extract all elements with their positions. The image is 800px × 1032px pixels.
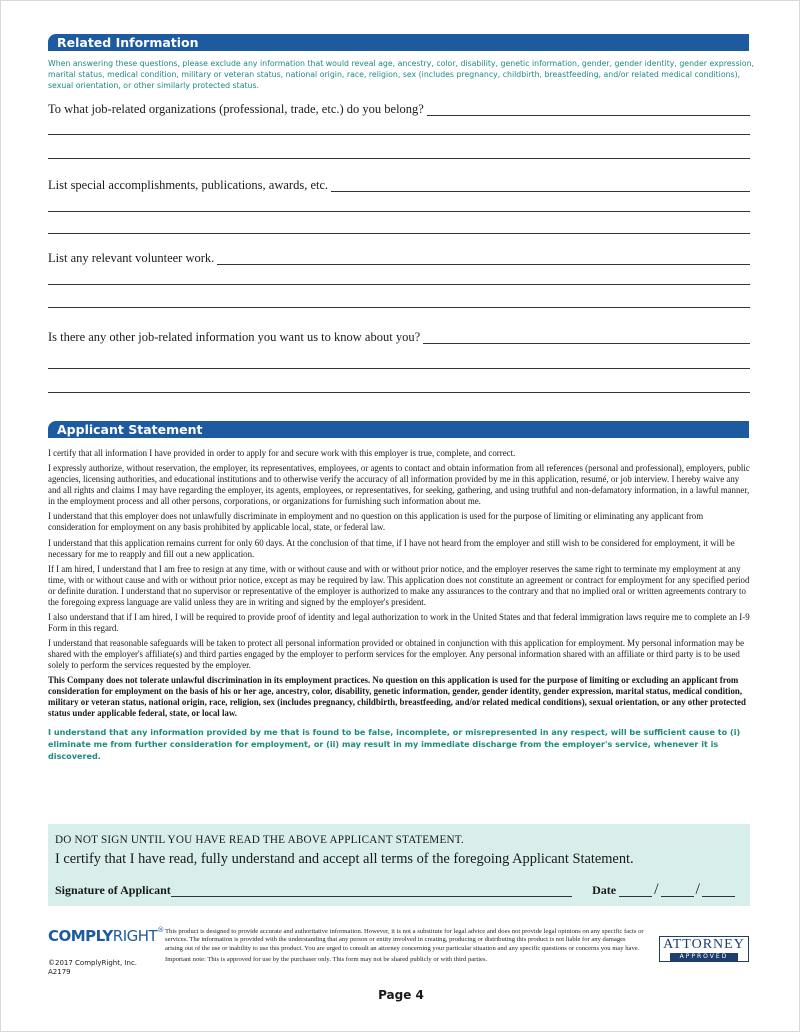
signature-box bbox=[48, 824, 750, 906]
form-code: A2179 bbox=[48, 968, 71, 976]
answer-line[interactable] bbox=[331, 180, 750, 192]
question-volunteer-work bbox=[48, 251, 750, 265]
answer-line[interactable] bbox=[48, 392, 750, 393]
answer-line[interactable] bbox=[48, 284, 750, 285]
important-note: Important note: This is approved for use by the purchaser only. This form may not be shared publicly or with third parties. bbox=[165, 956, 488, 964]
date-year-field[interactable] bbox=[702, 886, 735, 897]
applicant-statement-header: Applicant Statement bbox=[48, 421, 749, 438]
non-discrimination-paragraph: This Company does not tolerate unlawful discrimination in its employment practices. No question on this application is used for the purpose of limiting or excluding an applicant from consideration for employment on the basis of his or her age, ancestry, color, disability, genetic information, gender, gender identity, gender expression, marital status, medical condition, military or veteran status, national origin, race, religion, sex (includes pregnancy, childbirth, breastfeeding, and/or related medical conditions), sexual orientation, or any other protected status under applicable federal, state, or local law. bbox=[48, 675, 746, 719]
related-information-header: Related Information bbox=[48, 34, 749, 51]
question-organizations bbox=[48, 102, 750, 116]
signature-field[interactable] bbox=[171, 886, 572, 897]
answer-line[interactable] bbox=[48, 134, 750, 135]
question-label: List any relevant volunteer work. bbox=[48, 251, 215, 265]
related-information-notice: When answering these questions, please exclude any information that would reveal age, ancestry, color, disability, genetic information, gender, gender identity, gender expression, marital status, medical condition, military or veteran status, national origin, race, religion, sex (includes pregnancy, childbirth, breastfeeding, and/or related medical conditions), sexual orientation, or other similarly protected status. bbox=[48, 59, 755, 90]
statement-paragraph: I understand that this application remains current for only 60 days. At the conclusion of that time, if I have not heard from the employer and still wish to be considered for employment, it will be necessary for me to reapply and fill out a new application. bbox=[48, 537, 735, 559]
date-field[interactable] bbox=[619, 883, 735, 897]
falsification-paragraph: I understand that any information provided by me that is found to be false, incomplete, or misrepresented in any respect, will be sufficient cause to (i) eliminate me from further consideration for employment, or (ii) may result in my immediate discharge from the employer's service, whenever it is discovered. bbox=[48, 727, 741, 761]
applicant-statement-body bbox=[48, 448, 753, 766]
statement-paragraph: I also understand that if I am hired, I will be required to provide proof of identity and legal authorization to work in the United States and that federal immigration laws require me to complete an I-9 Form in this regard. bbox=[48, 611, 750, 633]
answer-line[interactable] bbox=[217, 253, 750, 265]
complyright-logo bbox=[48, 926, 164, 945]
signature-row bbox=[55, 883, 735, 897]
date-separator: / bbox=[695, 881, 700, 898]
badge-top-text: ATTORNEY bbox=[663, 937, 745, 952]
question-other-info bbox=[48, 330, 750, 344]
statement-paragraph: I expressly authorize, without reservation, the employer, its representatives, employees, or agents to contact and obtain information from all references (personal and professional), employers, public agencies, licensing authorities, and educational institutions and to otherwise verify the accuracy of all information provided by me in this application, resumé, or job interview. I hereby waive any and all rights and claims I may have regarding the employer, its agents, employees, or representatives, for seeking, gathering, and using truthful and non-defamatory information, in a lawful manner, in the employment process and all other persons, corporations, or organizations for furnishing such information about me. bbox=[48, 463, 750, 507]
copyright: ©2017 ComplyRight, Inc. bbox=[48, 959, 138, 967]
question-accomplishments bbox=[48, 178, 750, 192]
certify-statement: I certify that I have read, fully understand and accept all terms of the foregoing Applicant Statement. bbox=[55, 851, 634, 867]
badge-bottom-text: APPROVED bbox=[670, 953, 738, 961]
answer-line[interactable] bbox=[48, 307, 750, 308]
statement-paragraph: I understand that this employer does not unlawfully discriminate in employment and no question on this application is used for the purpose of limiting or eliminating any applicant from consideration for employment on any basis prohibited by applicable local, state, or federal law. bbox=[48, 511, 704, 533]
date-separator: / bbox=[654, 881, 659, 898]
legal-disclaimer bbox=[165, 928, 645, 965]
sign-warning: DO NOT SIGN UNTIL YOU HAVE READ THE ABOVE APPLICANT STATEMENT. bbox=[55, 834, 464, 846]
date-day-field[interactable] bbox=[661, 886, 694, 897]
statement-paragraph: I certify that all information I have provided in order to apply for and secure work with this employer is true, complete, and correct. bbox=[48, 448, 516, 458]
statement-paragraph: If I am hired, I understand that I am free to resign at any time, with or without cause and with or without prior notice, and the employer reserves the same right to terminate my employment at any time, with or without cause and with or without prior notice, except as may be required by law. This application does not constitute an agreement or contract for employment for any specified period or definite duration. I understand that no supervisor or representative of the employer is authorized to make any assurances to the contrary and that no implied oral or written agreements contrary to the foregoing express language are valid unless they are in writing and signed by the employer's president. bbox=[48, 563, 750, 607]
answer-line[interactable] bbox=[48, 233, 750, 234]
attorney-approved-badge bbox=[659, 936, 749, 962]
answer-line[interactable] bbox=[48, 211, 750, 212]
logo-comply: COMPLY bbox=[48, 927, 113, 945]
statement-paragraph: I understand that reasonable safeguards will be taken to protect all personal information provided or obtained in conjunction with this application for employment. My personal information may be shared with the employer's affiliate(s) and third parties engaged by the employer to perform services for the employer. Any personal information shared with an affiliate or third party is to be used solely to perform the services requested by the employer. bbox=[48, 638, 745, 671]
question-label: Is there any other job-related information you want us to know about you? bbox=[48, 330, 421, 344]
disclaimer-text: This product is designed to provide accurate and authoritative information. However, it is not a substitute for legal advice and does not provide legal opinions on any specific facts or services. The information is provided with the understanding that any person or entity involved in creating, producing or distributing this product is not liable for any damages arising out of the use or inability to use this product. You are urged to consult an attorney concerning your particular situation and any specific questions or concerns you may have. bbox=[165, 928, 644, 952]
answer-line[interactable] bbox=[48, 158, 750, 159]
signature-label: Signature of Applicant bbox=[55, 883, 171, 897]
answer-line[interactable] bbox=[48, 368, 750, 369]
page-number: Page 4 bbox=[378, 988, 424, 1002]
logo-right: RIGHT bbox=[112, 927, 158, 945]
question-label: List special accomplishments, publications, awards, etc. bbox=[48, 178, 329, 192]
logo-registered-mark: ® bbox=[157, 926, 165, 934]
answer-line[interactable] bbox=[423, 332, 750, 344]
question-label: To what job-related organizations (professional, trade, etc.) do you belong? bbox=[48, 102, 424, 116]
date-month-field[interactable] bbox=[619, 886, 652, 897]
date-label: Date bbox=[592, 883, 617, 897]
answer-line[interactable] bbox=[427, 104, 750, 116]
